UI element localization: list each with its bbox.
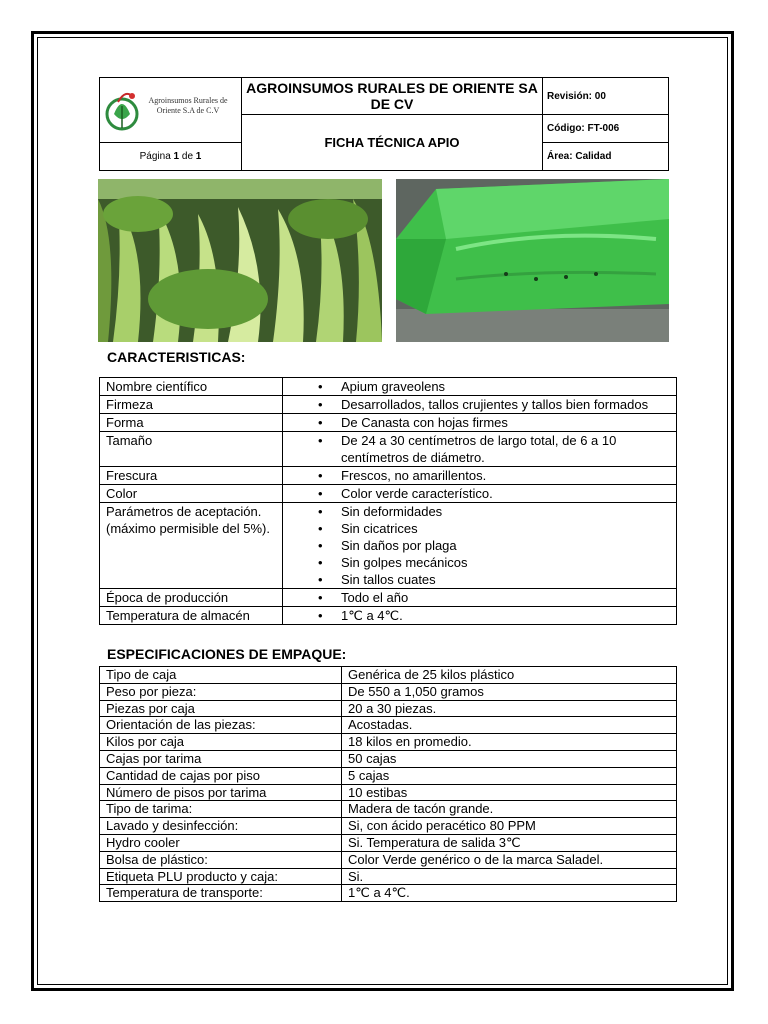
spec-key: Lavado y desinfección: xyxy=(100,818,342,835)
spec-key: Bolsa de plástico: xyxy=(100,851,342,868)
area: Área: Calidad xyxy=(543,143,669,171)
characteristic-label: Frescura xyxy=(100,467,283,485)
table-row xyxy=(100,667,677,684)
spec-value: Si, con ácido peracético 80 PPM xyxy=(342,818,677,835)
table-row xyxy=(100,396,677,414)
spec-value: 5 cajas xyxy=(342,767,677,784)
characteristic-label: Forma xyxy=(100,414,283,432)
table-row xyxy=(100,414,677,432)
characteristic-value xyxy=(283,378,677,396)
packaging-table xyxy=(99,666,677,902)
spec-key: Tipo de caja xyxy=(100,667,342,684)
table-row xyxy=(100,432,677,467)
list-item: • Sin daños por plaga xyxy=(318,537,670,554)
spec-value: Si. xyxy=(342,868,677,885)
spec-value: Madera de tacón grande. xyxy=(342,801,677,818)
characteristic-value xyxy=(283,414,677,432)
characteristic-label: Color xyxy=(100,485,283,503)
spec-key: Etiqueta PLU producto y caja: xyxy=(100,868,342,885)
characteristic-label: Tamaño xyxy=(100,432,283,467)
document-code: Código: FT-006 xyxy=(543,115,669,143)
spec-value: Genérica de 25 kilos plástico xyxy=(342,667,677,684)
page-number: Página 1 de 1 xyxy=(100,143,242,171)
document-header xyxy=(99,77,669,171)
list-item: • Desarrollados, tallos crujientes y tallos bien formados xyxy=(318,396,670,413)
table-row xyxy=(100,784,677,801)
characteristics-table xyxy=(99,377,677,625)
table-row xyxy=(100,750,677,767)
list-item: • De Canasta con hojas firmes xyxy=(318,414,670,431)
table-row xyxy=(100,767,677,784)
spec-key: Kilos por caja xyxy=(100,734,342,751)
list-item: • Apium graveolens xyxy=(318,378,670,395)
spec-value: Color Verde genérico o de la marca Saladel. xyxy=(342,851,677,868)
spec-key: Número de pisos por tarima xyxy=(100,784,342,801)
spec-key: Cantidad de cajas por piso xyxy=(100,767,342,784)
characteristic-label: Época de producción xyxy=(100,589,283,607)
table-row xyxy=(100,589,677,607)
document-title: FICHA TÉCNICA APIO xyxy=(242,115,543,171)
table-row xyxy=(100,503,677,589)
table-row xyxy=(100,885,677,902)
table-row xyxy=(100,734,677,751)
table-row xyxy=(100,467,677,485)
characteristic-value xyxy=(283,589,677,607)
list-item: • Sin golpes mecánicos xyxy=(318,554,670,571)
list-item: • De 24 a 30 centímetros de largo total, de 6 a 10 centímetros de diámetro. xyxy=(318,432,670,466)
packaged-celery-photo xyxy=(396,179,669,342)
spec-value: Acostadas. xyxy=(342,717,677,734)
characteristic-value xyxy=(283,432,677,467)
list-item: • Sin cicatrices xyxy=(318,520,670,537)
spec-value: 18 kilos en promedio. xyxy=(342,734,677,751)
spec-key: Orientación de las piezas: xyxy=(100,717,342,734)
spec-value: 10 estibas xyxy=(342,784,677,801)
revision: Revisión: 00 xyxy=(543,78,669,115)
spec-value: Si. Temperatura de salida 3℃ xyxy=(342,834,677,851)
company-name: AGROINSUMOS RURALES DE ORIENTE SA DE CV xyxy=(242,78,543,115)
spec-key: Piezas por caja xyxy=(100,700,342,717)
table-row xyxy=(100,700,677,717)
list-item: • Sin deformidades xyxy=(318,503,670,520)
table-row xyxy=(100,607,677,625)
table-row xyxy=(100,717,677,734)
list-item: • Sin tallos cuates xyxy=(318,571,670,588)
table-row xyxy=(100,485,677,503)
celery-photo xyxy=(98,179,382,342)
table-row xyxy=(100,868,677,885)
characteristic-value xyxy=(283,485,677,503)
characteristic-value xyxy=(283,503,677,589)
characteristic-value xyxy=(283,607,677,625)
list-item: • Color verde característico. xyxy=(318,485,670,502)
spec-value: 20 a 30 piezas. xyxy=(342,700,677,717)
spec-value: 1℃ a 4℃. xyxy=(342,885,677,902)
packaging-title: ESPECIFICACIONES DE EMPAQUE: xyxy=(107,646,347,662)
logo-cell xyxy=(100,78,242,143)
list-item: • Frescos, no amarillentos. xyxy=(318,467,670,484)
table-row xyxy=(100,834,677,851)
spec-value: 50 cajas xyxy=(342,750,677,767)
list-item: • 1℃ a 4℃. xyxy=(318,607,670,624)
list-item: • Todo el año xyxy=(318,589,670,606)
table-row xyxy=(100,851,677,868)
characteristic-value xyxy=(283,467,677,485)
characteristic-label: Temperatura de almacén xyxy=(100,607,283,625)
table-row xyxy=(100,378,677,396)
logo-text: Agroinsumos Rurales de Oriente S.A de C.V xyxy=(148,96,228,115)
spec-value: De 550 a 1,050 gramos xyxy=(342,683,677,700)
table-row xyxy=(100,801,677,818)
spec-key: Peso por pieza: xyxy=(100,683,342,700)
characteristics-title: CARACTERISTICAS: xyxy=(107,349,246,365)
spec-key: Hydro cooler xyxy=(100,834,342,851)
spec-key: Cajas por tarima xyxy=(100,750,342,767)
table-row xyxy=(100,683,677,700)
characteristic-value xyxy=(283,396,677,414)
characteristic-label: Nombre científico xyxy=(100,378,283,396)
table-row xyxy=(100,818,677,835)
characteristic-label: Firmeza xyxy=(100,396,283,414)
characteristic-label: Parámetros de aceptación. (máximo permisible del 5%). xyxy=(100,503,283,589)
company-logo xyxy=(104,84,236,138)
spec-key: Temperatura de transporte: xyxy=(100,885,342,902)
spec-key: Tipo de tarima: xyxy=(100,801,342,818)
